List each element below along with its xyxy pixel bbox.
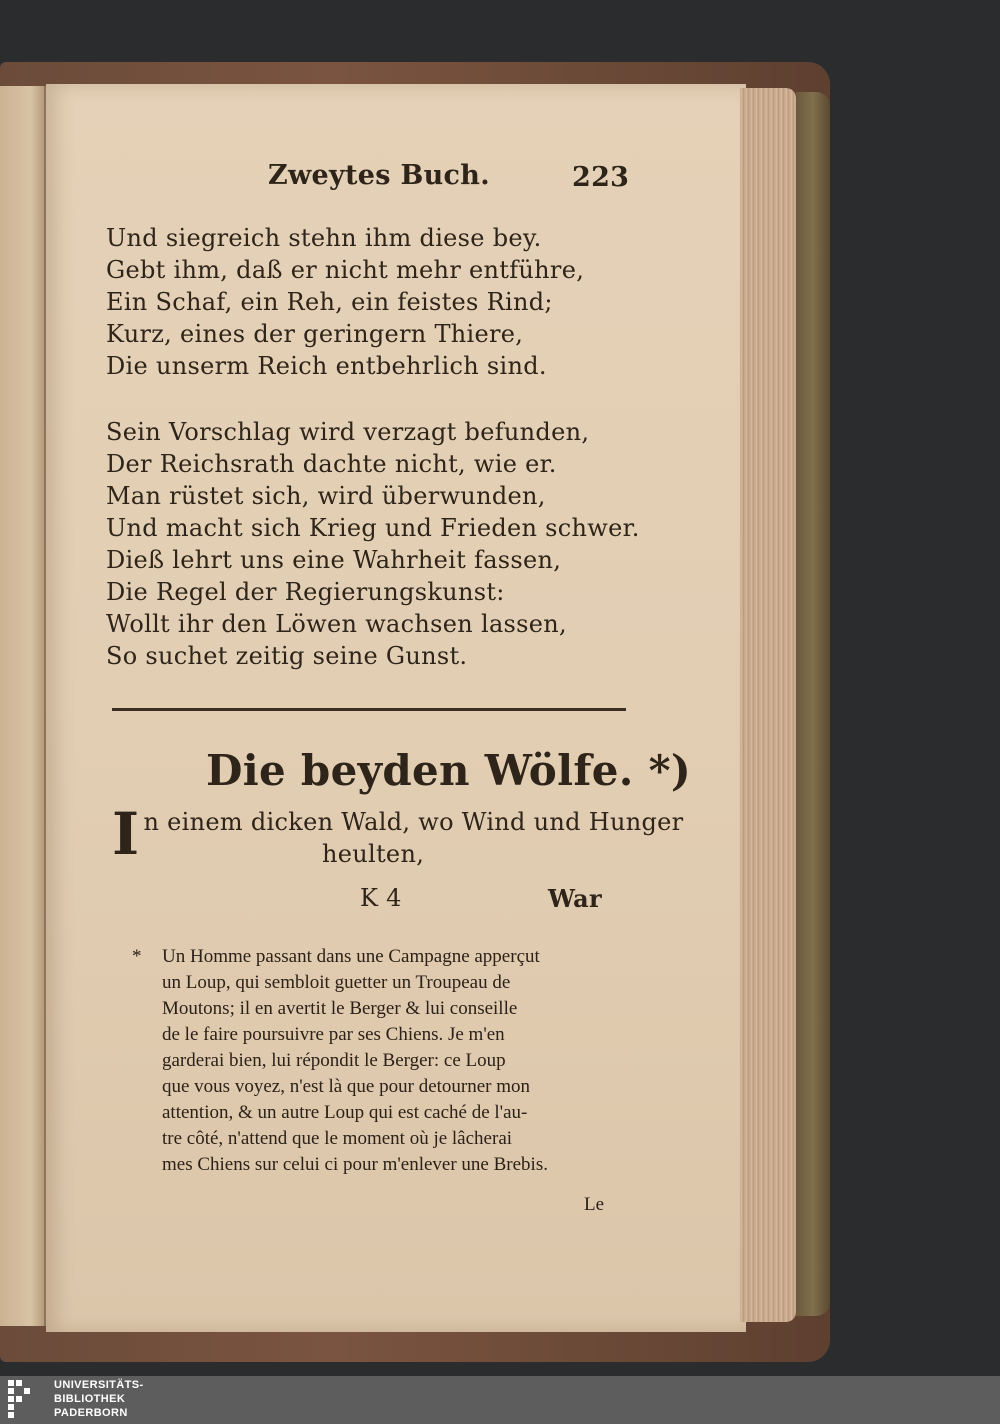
footnote <box>132 944 632 1178</box>
footnote-line: de le faire poursuivre par ses Chiens. Je m'en <box>162 1024 505 1045</box>
verse-line: Wollt ihr den Löwen wachsen lassen, <box>106 610 567 638</box>
footnote-catchword: Le <box>584 1194 605 1215</box>
catchword: War <box>548 884 602 913</box>
signature-mark: K 4 <box>360 884 402 912</box>
footnote-line: tre côté, n'attend que le moment où je lâcherai <box>162 1128 513 1149</box>
footnote-line: que vous voyez, n'est là que pour detourner mon <box>162 1076 531 1097</box>
poem-title: Die beyden Wölfe. *) <box>206 746 692 795</box>
stanza-2 <box>106 416 640 672</box>
verse-line: Kurz, eines der geringern Thiere, <box>106 320 524 348</box>
library-name <box>54 1378 144 1420</box>
verse-line: Die unserm Reich entbehrlich sind. <box>106 352 547 380</box>
running-head: Zweytes Buch. <box>268 160 490 191</box>
cover-edge <box>796 92 830 1316</box>
verse-line: Und siegreich stehn ihm diese bey. <box>106 224 542 252</box>
section-divider <box>112 708 626 711</box>
footnote-line: Moutons; il en avertit le Berger & lui conseille <box>162 998 518 1019</box>
footnote-line: mes Chiens sur celui ci pour m'enlever une Brebis. <box>162 1154 548 1175</box>
left-page-edge <box>0 86 46 1326</box>
page-fore-edge <box>740 88 796 1322</box>
library-name-line: PADERBORN <box>54 1407 128 1419</box>
verse-line: Der Reichsrath dachte nicht, wie er. <box>106 450 557 478</box>
library-logo-icon <box>6 1378 50 1422</box>
verse-line: So suchet zeitig seine Gunst. <box>106 642 468 670</box>
verse-line: Die Regel der Regierungskunst: <box>106 578 505 606</box>
library-name-line: UNIVERSITÄTS- <box>54 1379 144 1391</box>
footnote-line: Un Homme passant dans une Campagne apperçut <box>162 946 540 967</box>
verse-line: Sein Vorschlag wird verzagt befunden, <box>106 418 590 446</box>
library-name-line: BIBLIOTHEK <box>54 1393 126 1405</box>
verse-line: Gebt ihm, daß er nicht mehr entführe, <box>106 256 585 284</box>
opening-line: n einem dicken Wald, wo Wind und Hunger <box>143 808 684 836</box>
verse-line: Ein Schaf, ein Reh, ein feistes Rind; <box>106 288 553 316</box>
stanza-1 <box>106 222 626 382</box>
poem-opening <box>112 800 684 870</box>
verse-line: Man rüstet sich, wird überwunden, <box>106 482 546 510</box>
footnote-line: un Loup, qui sembloit guetter un Troupeau de <box>162 972 511 993</box>
library-footer-bar <box>0 1376 1000 1424</box>
drop-cap: I <box>112 800 140 868</box>
verse-line: Dieß lehrt uns eine Wahrheit fassen, <box>106 546 562 574</box>
footnote-line: attention, & un autre Loup qui est caché de l'au- <box>162 1102 528 1123</box>
footnote-marker: * <box>132 946 142 967</box>
footnote-line: garderai bien, lui répondit le Berger: ce Loup <box>162 1050 506 1071</box>
opening-line-continuation: heulten, <box>322 840 425 868</box>
page-number: 223 <box>572 162 630 193</box>
verse-line: Und macht sich Krieg und Frieden schwer. <box>106 514 640 542</box>
